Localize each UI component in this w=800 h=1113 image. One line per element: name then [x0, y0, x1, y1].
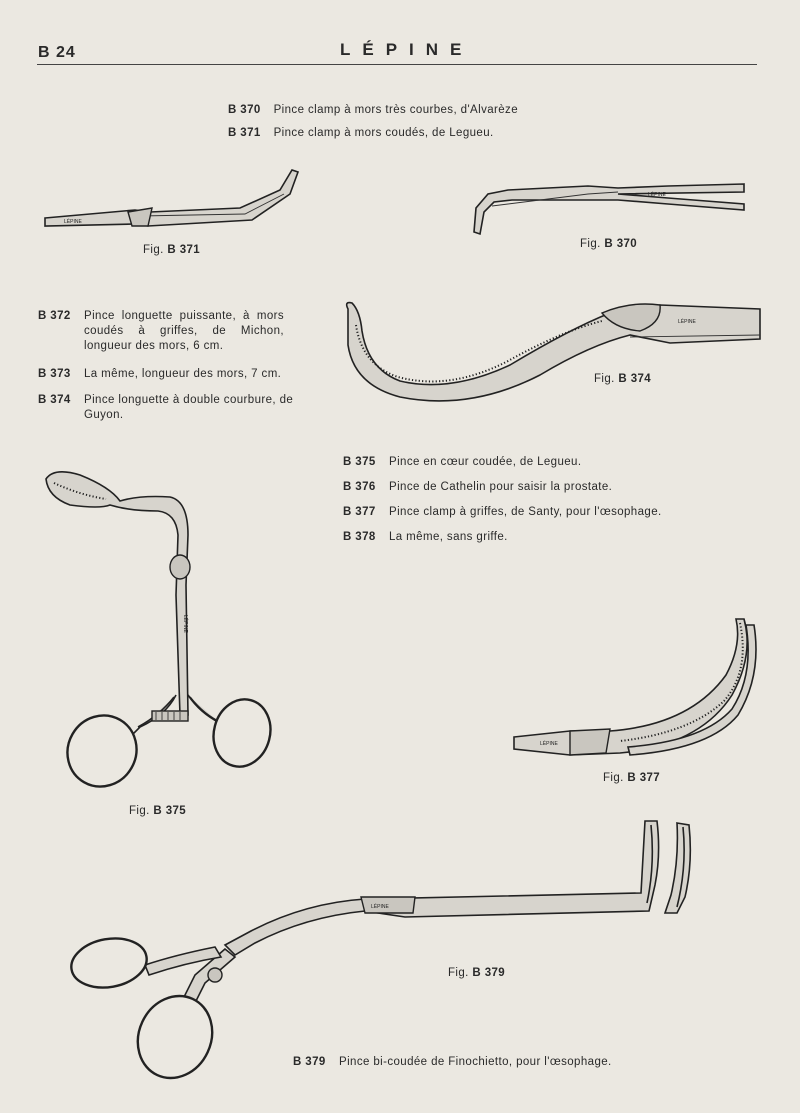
- item-code: B 379: [293, 1056, 326, 1068]
- instrument-b379-illustration: [65, 815, 705, 1090]
- engraving-text: LÉPINE: [648, 192, 666, 198]
- item-description: La même, longueur des mors, 7 cm.: [84, 368, 282, 380]
- instrument-b370-illustration: [468, 180, 748, 240]
- instrument-b374-illustration: [340, 295, 760, 415]
- item-b379: [293, 1055, 612, 1070]
- item-b375: [343, 455, 581, 470]
- engraving-text: LÉPINE: [64, 219, 82, 225]
- item-b370: [228, 103, 518, 118]
- item-description: Pince clamp à griffes, de Santy, pour l'œsophage.: [389, 506, 662, 518]
- item-description: Pince longuette à double courbure, de Guyon.: [84, 394, 294, 421]
- item-description: Pince longuette puissante, à mors coudés à griffes, de Michon, longueur des mors, 6 cm.: [84, 310, 284, 352]
- fig-code: B 371: [167, 244, 201, 256]
- fig-code: B 379: [472, 967, 506, 979]
- item-code: B 370: [228, 104, 261, 116]
- engraving-text: LÉPINE: [182, 615, 188, 633]
- item-code: B 374: [38, 394, 71, 406]
- item-b373: [38, 367, 294, 382]
- item-description: Pince clamp à mors coudés, de Legueu.: [273, 127, 494, 139]
- figure-caption-b370: [580, 238, 637, 250]
- item-description: Pince en cœur coudée, de Legueu.: [389, 456, 582, 468]
- fig-prefix: Fig.: [129, 805, 150, 817]
- page-number: B 24: [38, 44, 76, 61]
- figure-caption-b377: [603, 772, 660, 784]
- instrument-b375-illustration: [40, 465, 280, 795]
- item-code: B 371: [228, 127, 261, 139]
- item-b371: [228, 126, 494, 141]
- header-rule: [37, 64, 757, 65]
- item-b378: [343, 530, 508, 545]
- fig-prefix: Fig.: [143, 244, 164, 256]
- fig-code: B 377: [627, 772, 661, 784]
- item-b376: [343, 480, 612, 495]
- figure-caption-b379: [448, 967, 505, 979]
- fig-code: B 375: [153, 805, 187, 817]
- instrument-b377-illustration: [510, 615, 762, 765]
- item-code: B 378: [343, 531, 376, 543]
- item-description: La même, sans griffe.: [389, 531, 508, 543]
- item-b377: [343, 505, 662, 520]
- fig-prefix: Fig.: [594, 373, 615, 385]
- fig-prefix: Fig.: [580, 238, 601, 250]
- item-code: B 375: [343, 456, 376, 468]
- item-description: Pince bi-coudée de Finochietto, pour l'œsophage.: [339, 1056, 612, 1068]
- engraving-text: LÉPINE: [540, 741, 558, 747]
- item-description: Pince de Cathelin pour saisir la prostate.: [389, 481, 613, 493]
- engraving-text: LÉPINE: [678, 319, 696, 325]
- item-code: B 373: [38, 368, 71, 380]
- fig-code: B 374: [618, 373, 652, 385]
- fig-prefix: Fig.: [603, 772, 624, 784]
- item-b374: [38, 393, 294, 423]
- instrument-b371-illustration: [40, 160, 300, 240]
- item-b372: [38, 309, 284, 354]
- item-code: B 377: [343, 506, 376, 518]
- item-code: B 372: [38, 310, 71, 322]
- figure-caption-b371: [143, 244, 200, 256]
- fig-prefix: Fig.: [448, 967, 469, 979]
- item-code: B 376: [343, 481, 376, 493]
- brand-title: LÉPINE: [340, 40, 474, 59]
- figure-caption-b374: [594, 373, 651, 385]
- fig-code: B 370: [604, 238, 638, 250]
- item-description: Pince clamp à mors très courbes, d'Alvarèze: [273, 104, 518, 116]
- engraving-text: LÉPINE: [371, 904, 389, 910]
